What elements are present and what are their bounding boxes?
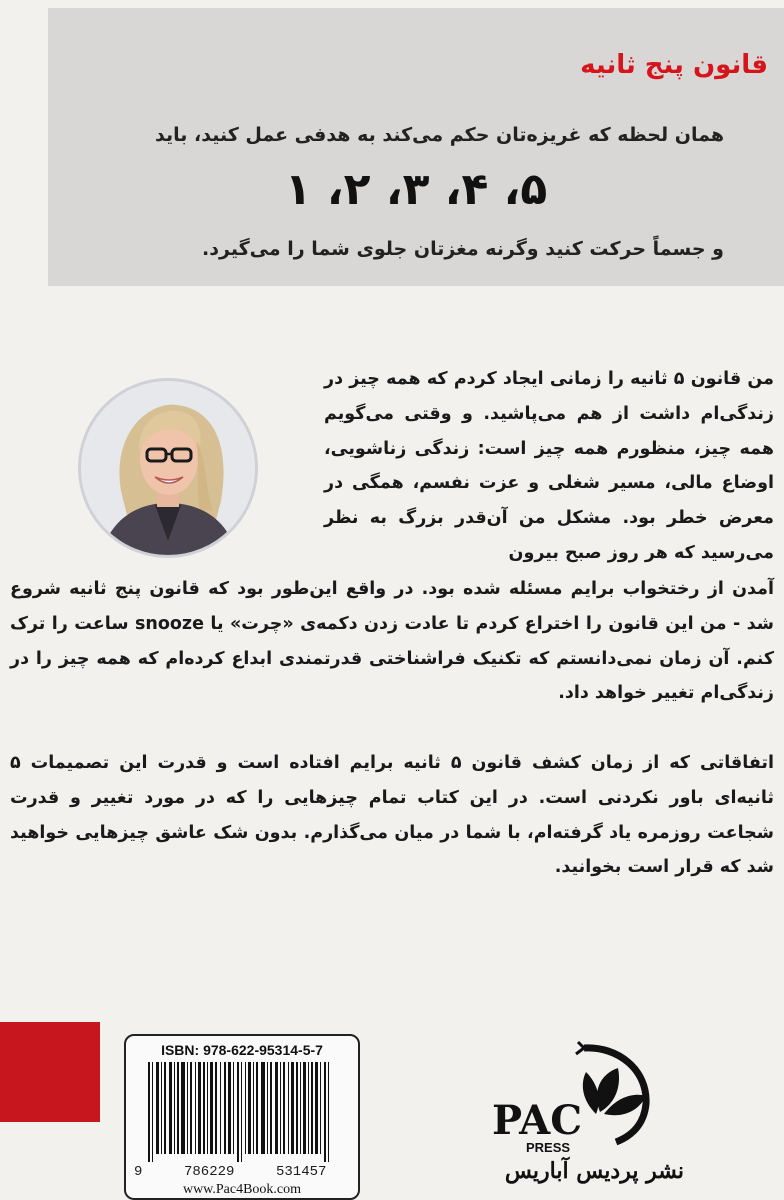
- book-title: قانون پنج ثانیه: [580, 50, 768, 80]
- pac-press-logo-icon: [488, 1040, 668, 1156]
- author-portrait: [78, 378, 258, 558]
- barcode-digits-right: 531457: [276, 1164, 327, 1180]
- paragraph-1-top: من قانون ۵ ثانیه را زمانی ایجاد کردم که همه چیز در زندگی‌ام داشت از هم می‌پاشید. و وقتی می‌گویم همه چیز، منظورم همه چیز است: زندگی زناشویی، اوضاع مالی، مسیر شغلی و عزت نفسم، همگی در معرض خطر بود. مشکل من آن‌قدر بزرگ به نظر می‌رسید که هر روز صبح بیرون: [324, 369, 775, 563]
- barcode-digits-mid: 786229: [184, 1164, 235, 1180]
- publisher-website: www.Pac4Book.com: [182, 1182, 302, 1197]
- publisher-name: نشر پردیس آباریس: [504, 1158, 684, 1184]
- header-line-2: و جسماً حرکت کنید وگرنه مغزتان جلوی شما را می‌گیرد.: [202, 238, 724, 260]
- paragraph-2: اتفاقاتی که از زمان کشف قانون ۵ ثانیه برایم افتاده است و قدرت این تصمیمات ۵ ثانیه‌ای باور نکردنی است. در این کتاب تمام چیزهایی را که در مورد تغییر و قدرت شجاعت روزمره یاد گرفته‌ام، با شما در میان می‌گذارم. بدون شک عاشق چیزهایی خواهید شد که قرار است بخوانید.: [10, 753, 774, 878]
- barcode-digit-left: 9: [134, 1164, 143, 1180]
- red-spine-block: [0, 1022, 100, 1122]
- logo-press-text: PRESS: [526, 1140, 571, 1155]
- isbn-barcode-box: [124, 1034, 360, 1200]
- countdown-numbers: ۵، ۴، ۳، ۲، ۱: [284, 164, 548, 215]
- barcode-icon: [140, 1062, 344, 1162]
- header-line-1: همان لحظه که غریزه‌تان حکم می‌کند به هدفی عمل کنید، باید: [155, 124, 724, 146]
- logo-pac-text: PAC: [492, 1097, 583, 1144]
- header-panel: [48, 8, 784, 286]
- isbn-number: ISBN: 978-622-95314-5-7: [161, 1042, 323, 1058]
- paragraph-1-bottom: آمدن از رختخواب برایم مسئله شده بود. در واقع این‌طور بود که قانون پنج ثانیه شروع شد - من این قانون را اختراع کردم تا عادت زدن دکمه‌ی «چرت» یا snooze ساعت را ترک کنم. آن زمان نمی‌دانستم که تکنیک فراشناختی قدرتمندی ابداع کرده‌ام که همه چیز را در زندگی‌ام تغییر خواهد داد.: [10, 579, 774, 704]
